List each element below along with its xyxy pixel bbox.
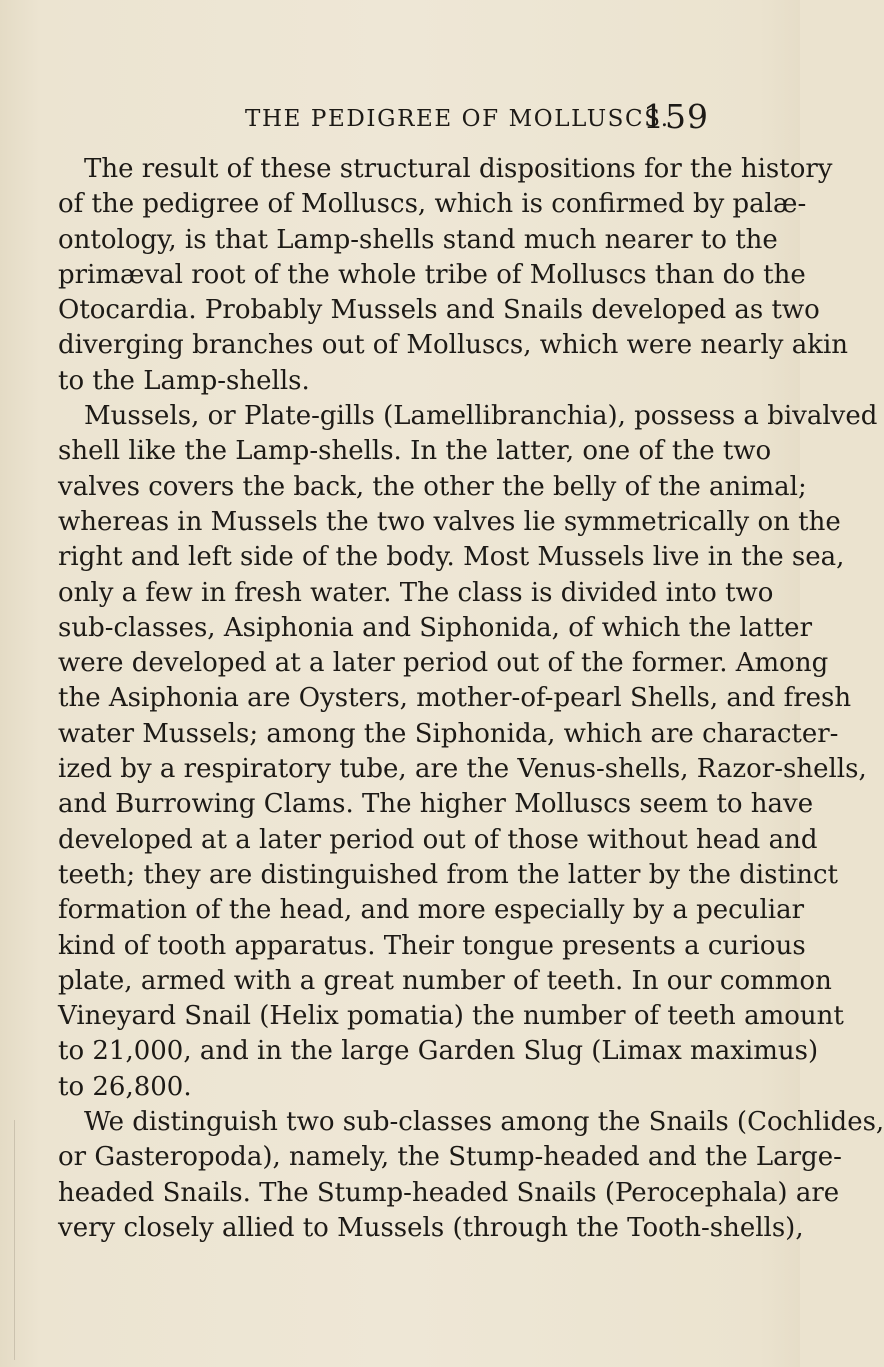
text-line: Mussels, or Plate-gills (Lamellibranchia), possess a bivalved (84, 401, 878, 432)
text-line: shell like the Lamp-shells. In the latter, one of the two (58, 436, 772, 467)
text-line: Otocardia. Probably Mussels and Snails developed as two (58, 295, 820, 326)
text-line: headed Snails. The Stump-headed Snails (Perocephala) are (58, 1177, 840, 1208)
text-line: the Asiphonia are Oysters, mother-of-pearl Shells, and fresh (58, 683, 852, 714)
text-line: were developed at a later period out of the former. Among (58, 648, 829, 679)
text-line: very closely allied to Mussels (through the Tooth-shells), (58, 1212, 804, 1243)
text-line: to the Lamp-shells. (58, 365, 310, 396)
text-line: plate, armed with a great number of teeth. In our common (58, 965, 832, 996)
text-line: whereas in Mussels the two valves lie symmetrically on the (58, 506, 841, 537)
text-line: We distinguish two sub-classes among the Snails (Cochlides, (84, 1107, 884, 1138)
text-line: teeth; they are distinguished from the latter by the distinct (58, 859, 838, 890)
text-line: valves covers the back, the other the belly of the animal; (58, 471, 807, 502)
text-line: The result of these structural dispositions for the history (84, 154, 833, 184)
body-text (58, 152, 884, 1246)
text-line: to 21,000, and in the large Garden Slug (Limax maximus) (58, 1036, 819, 1067)
text-line: and Burrowing Clams. The higher Molluscs seem to have (58, 789, 814, 820)
text-line: ized by a respiratory tube, are the Venus-shells, Razor-shells, (58, 754, 867, 785)
text-line: ontology, is that Lamp-shells stand much nearer to the (58, 224, 778, 255)
text-line: diverging branches out of Molluscs, which were nearly akin (58, 330, 849, 361)
text-line: primæval root of the whole tribe of Molluscs than do the (58, 259, 806, 290)
text-line: sub-classes, Asiphonia and Siphonida, of which the latter (58, 612, 812, 643)
running-head (245, 96, 715, 136)
text-line: only a few in fresh water. The class is divided into two (58, 577, 774, 608)
text-line: or Gasteropoda), namely, the Stump-headed and the Large- (58, 1142, 842, 1173)
running-title: THE PEDIGREE OF MOLLUSCS. (245, 106, 670, 132)
text-line: kind of tooth apparatus. Their tongue presents a curious (58, 930, 806, 961)
page-edge-shadow (14, 1120, 15, 1360)
page-number: 159 (643, 97, 709, 136)
text-line: formation of the head, and more especially by a peculiar (58, 895, 805, 926)
text-line: to 26,800. (58, 1071, 192, 1102)
text-line: water Mussels; among the Siphonida, which are character- (58, 718, 839, 749)
text-line: of the pedigree of Molluscs, which is confirmed by palæ- (58, 189, 807, 220)
text-line: developed at a later period out of those without head and (58, 824, 818, 855)
text-line: Vineyard Snail (Helix pomatia) the number of teeth amount (58, 1001, 844, 1032)
text-line: right and left side of the body. Most Mussels live in the sea, (58, 542, 845, 573)
